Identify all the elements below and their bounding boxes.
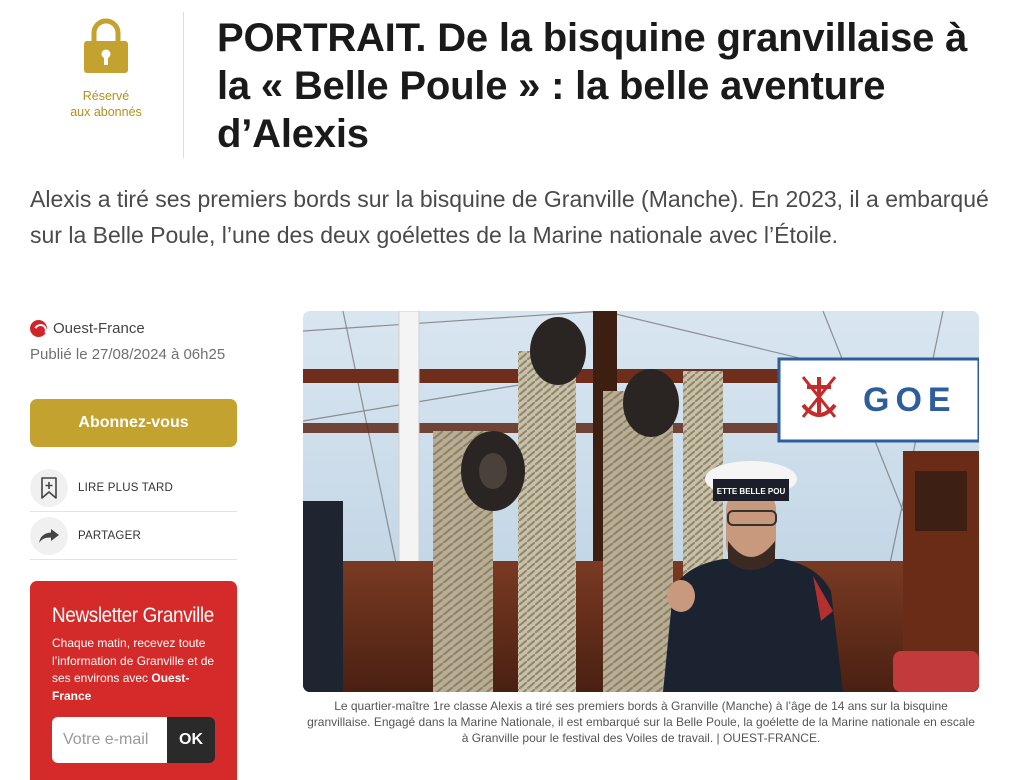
publish-date: Publié le 27/08/2024 à 06h25 [30, 346, 226, 363]
share-label: PARTAGER [78, 530, 141, 542]
subscriber-only-label: Réservé aux abonnés [70, 89, 142, 119]
photo-caption: Le quartier-maître 1re classe Alexis a tiré ses premiers bords à Granville (Manche) à l’âge de 14 ans sur la bisquine granvillaise. Engagé dans la Marine Nationale, il est embarqué sur la Belle Poule, la goélette de la Marine nationale en escale à Granville pour le festival des Voiles de travail. | OUEST-FRANCE. [307, 699, 975, 745]
action-divider [30, 559, 237, 560]
article-lede: Alexis a tiré ses premiers bords sur la bisquine de Granville (Manche). En 2023, il a embarqué sur la Belle Poule, l’une des deux goélettes de la Marine nationale avec l’Étoile. [30, 186, 989, 248]
subscribe-button[interactable]: Abonnez-vous [30, 399, 237, 447]
share-arrow-icon [38, 528, 60, 544]
newsletter-email-input[interactable] [52, 717, 167, 763]
article-title: PORTRAIT. De la bisquine granvillaise à la « Belle Poule » : la belle aventure d’Alexis [217, 16, 968, 156]
newsletter-text: Chaque matin, recevez toute l’information de Granville et de ses environs avec Ouest-France [52, 636, 215, 703]
article-photo[interactable] [303, 311, 979, 692]
newsletter-title: Newsletter Granville [52, 604, 214, 627]
newsletter-box [30, 581, 237, 780]
bookmark-plus-icon [40, 477, 58, 499]
read-later-button[interactable] [30, 464, 237, 512]
read-later-label: LIRE PLUS TARD [78, 482, 174, 494]
photo-cap-text: ETTE BELLE POU [716, 487, 786, 496]
header-divider [183, 12, 184, 158]
ouest-france-logo-icon [30, 320, 47, 337]
share-button[interactable] [30, 512, 237, 560]
subscriber-only-badge [40, 16, 172, 120]
source-name: Ouest-France [53, 320, 145, 337]
newsletter-form [52, 717, 215, 763]
photo-banner-text: GOE [863, 381, 957, 419]
source-line[interactable] [30, 320, 145, 337]
lock-icon [82, 16, 130, 74]
newsletter-submit-button[interactable]: OK [167, 717, 215, 763]
